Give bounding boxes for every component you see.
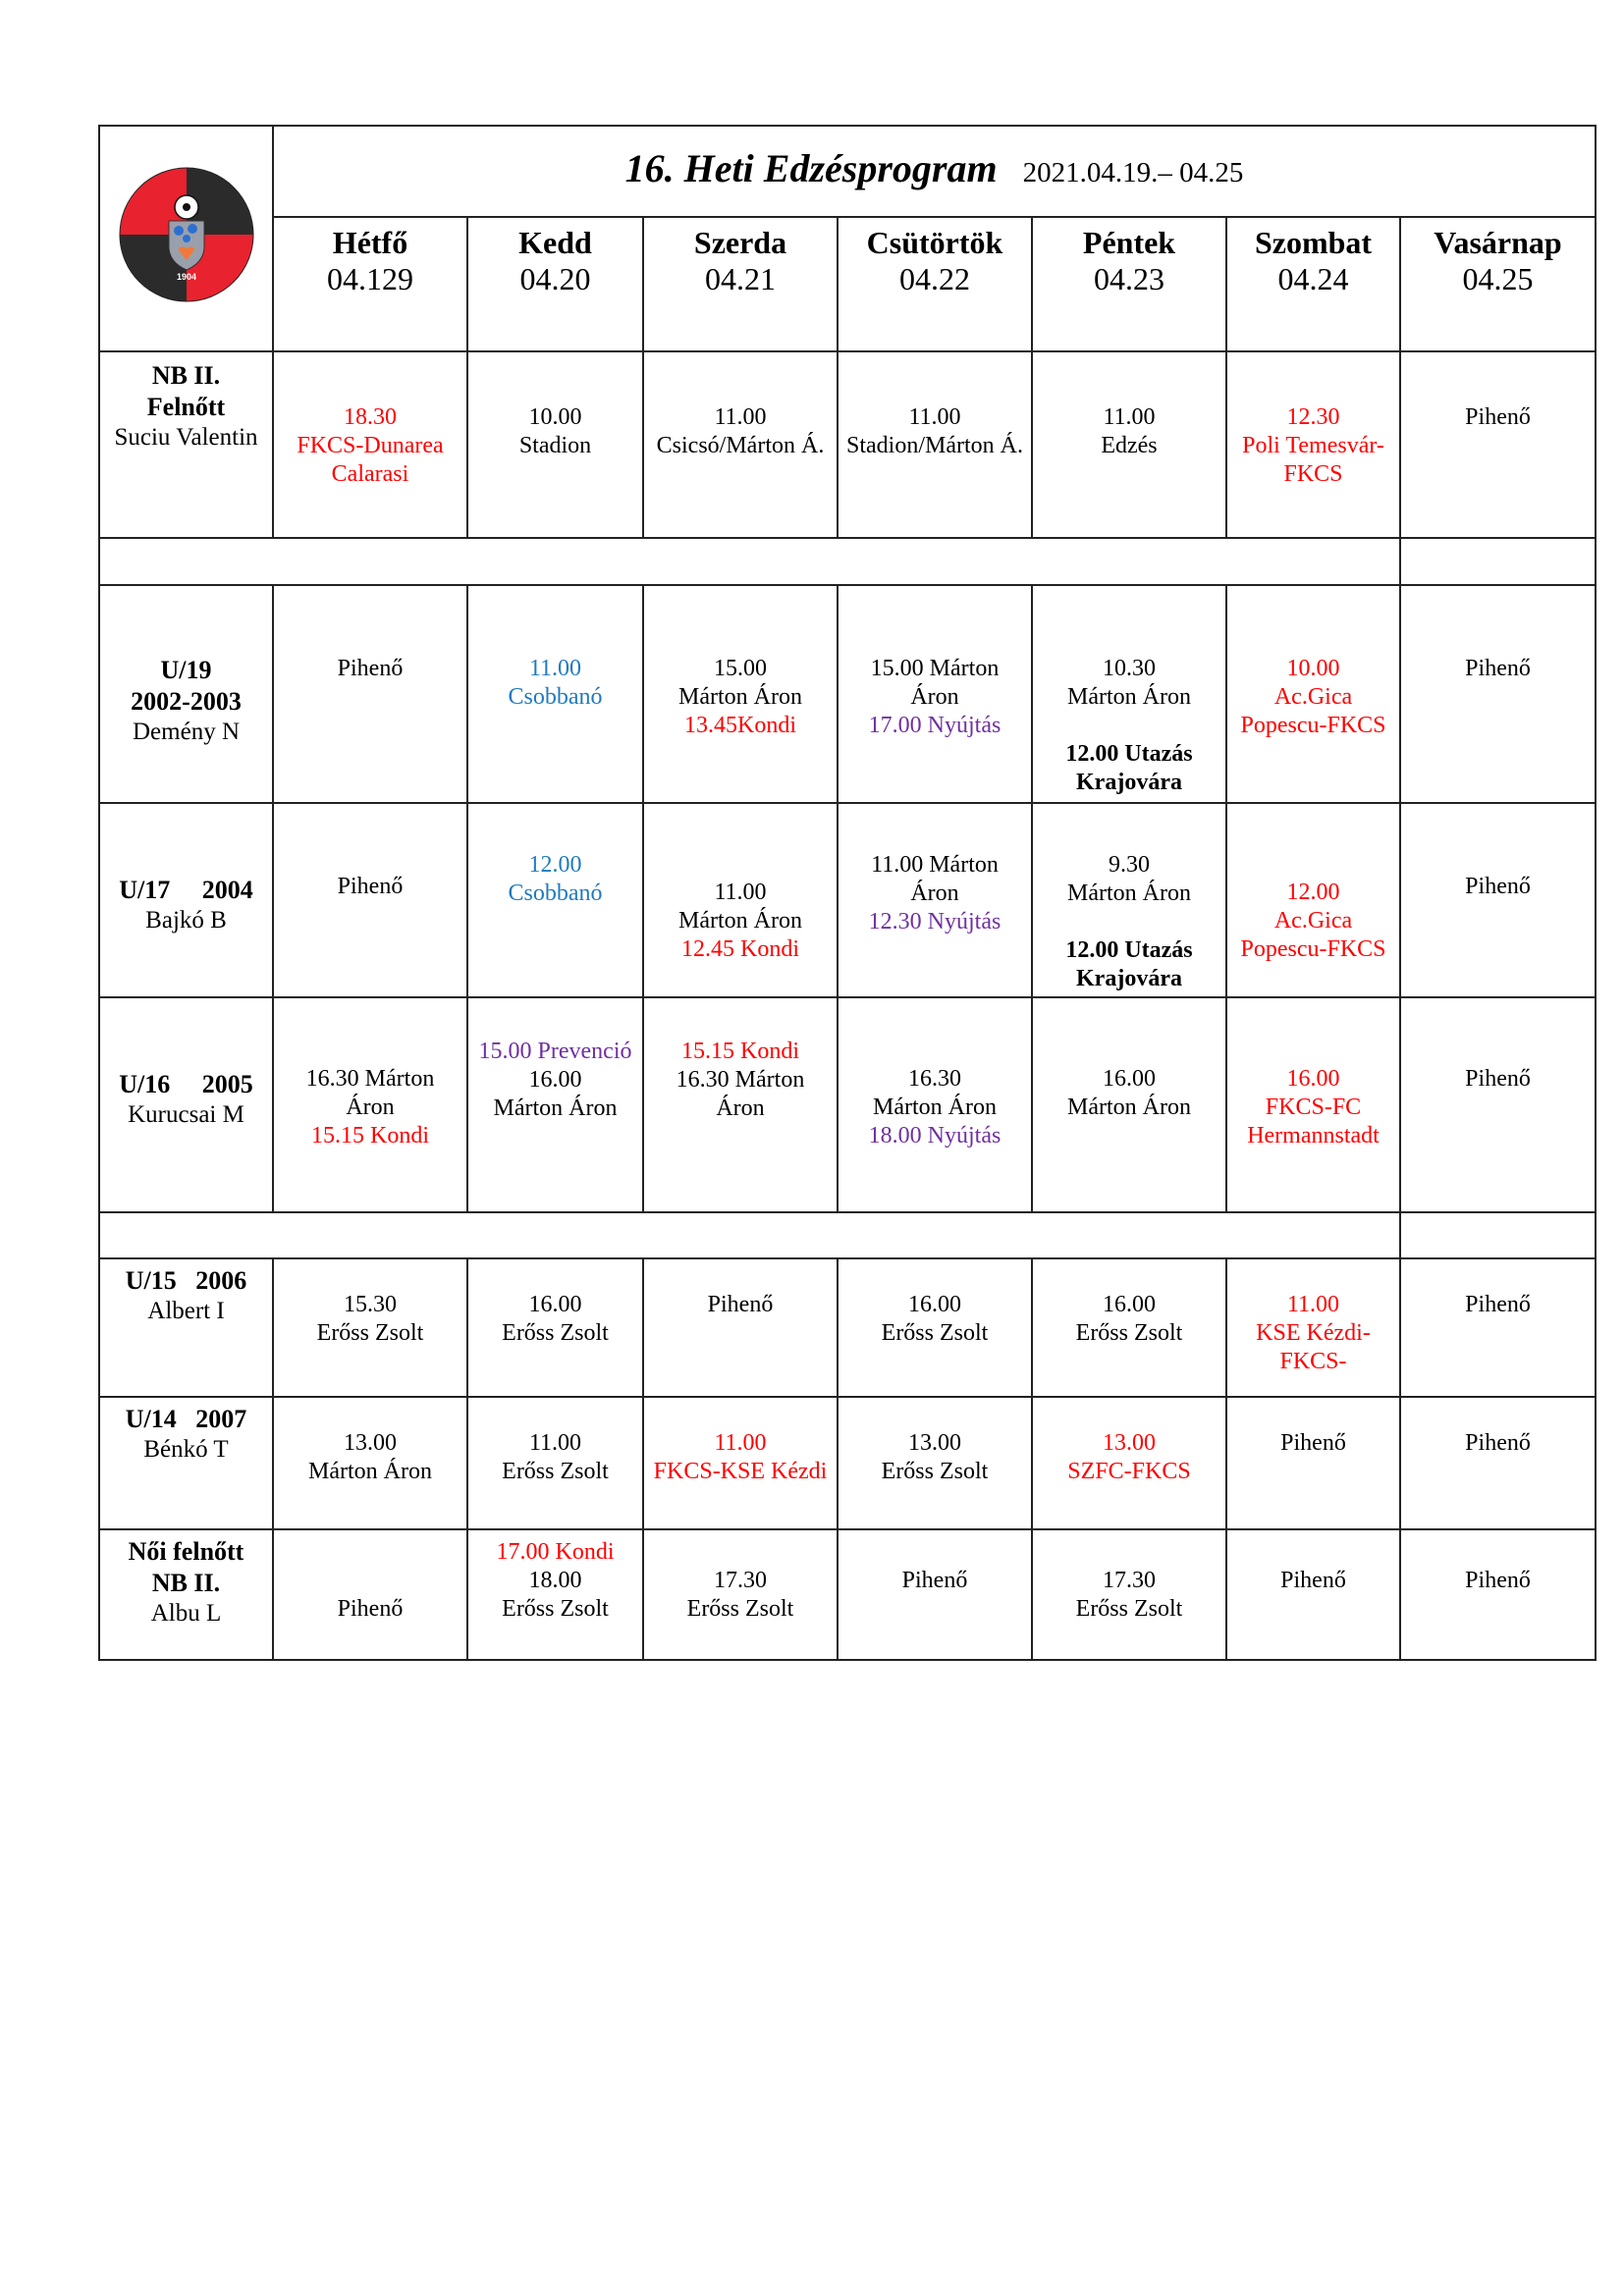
schedule-entry: 11.00 bbox=[528, 1430, 582, 1456]
coach-name: Kurucsai M bbox=[128, 1101, 244, 1128]
schedule-cell bbox=[643, 351, 838, 538]
schedule-cell bbox=[1032, 351, 1226, 538]
schedule-entry: Erőss Zsolt bbox=[1075, 1596, 1183, 1622]
schedule-entry: Csobbanó bbox=[508, 881, 603, 906]
schedule-entry: Popescu-FKCS bbox=[1240, 713, 1386, 738]
schedule-entry: 12.45 Kondi bbox=[681, 936, 799, 962]
spacer bbox=[274, 1538, 466, 1567]
team-name: NB II. bbox=[151, 1569, 221, 1597]
schedule-cell bbox=[1032, 1529, 1226, 1660]
schedule-cell bbox=[838, 1529, 1032, 1660]
training-schedule-table bbox=[98, 125, 1597, 1661]
title-cell bbox=[273, 126, 1596, 217]
spacer bbox=[1033, 1538, 1225, 1567]
team-name: Női felnőtt bbox=[128, 1537, 244, 1566]
schedule-row bbox=[99, 997, 1596, 1212]
schedule-entry: Pihenő bbox=[337, 656, 404, 681]
schedule-entry: Pihenő bbox=[1465, 1292, 1531, 1317]
schedule-entry: 16.00 bbox=[528, 1067, 582, 1093]
team-cell bbox=[99, 1258, 273, 1397]
schedule-cell bbox=[643, 1258, 838, 1397]
schedule-entry: 11.00 bbox=[908, 404, 961, 430]
schedule-entry: Stadion bbox=[518, 433, 592, 458]
schedule-entry: Pihenő bbox=[1465, 656, 1531, 681]
team-name: U/14 2007 bbox=[125, 1405, 247, 1433]
schedule-entry: Pihenő bbox=[1465, 404, 1531, 430]
schedule-cell bbox=[1226, 351, 1400, 538]
day-header bbox=[643, 217, 838, 351]
schedule-cell bbox=[273, 1397, 467, 1529]
spacer bbox=[1033, 908, 1225, 936]
coach-name: Demény N bbox=[133, 719, 240, 745]
schedule-entry: Áron bbox=[346, 1095, 395, 1120]
schedule-cell bbox=[838, 351, 1032, 538]
schedule-entry: Erőss Zsolt bbox=[881, 1320, 989, 1346]
schedule-entry: 16.30 Márton bbox=[305, 1066, 435, 1092]
schedule-cell bbox=[643, 997, 838, 1212]
schedule-entry: 10.00 bbox=[1286, 656, 1340, 681]
schedule-entry: 10.30 bbox=[1103, 656, 1156, 681]
team-cell bbox=[99, 585, 273, 803]
day-name: Vasárnap bbox=[1434, 225, 1562, 260]
schedule-cell bbox=[838, 803, 1032, 997]
schedule-entry: 13.00 bbox=[1103, 1430, 1156, 1456]
schedule-entry: SZFC-FKCS bbox=[1067, 1459, 1191, 1484]
schedule-entry: Áron bbox=[716, 1095, 765, 1121]
schedule-row bbox=[99, 585, 1596, 803]
separator-row bbox=[99, 538, 1596, 585]
schedule-cell bbox=[1400, 997, 1596, 1212]
schedule-entry: FKCS bbox=[1283, 461, 1343, 487]
schedule-cell bbox=[273, 585, 467, 803]
schedule-entry: Popescu-FKCS bbox=[1240, 936, 1386, 962]
logo-cell bbox=[99, 126, 273, 351]
schedule-entry: 12.30 Nyújtás bbox=[868, 909, 1001, 934]
day-header bbox=[1400, 217, 1596, 351]
schedule-entry: Pihenő bbox=[1465, 1066, 1531, 1092]
schedule-entry: 11.00 bbox=[528, 656, 582, 681]
schedule-entry: Stadion/Márton Á. bbox=[846, 433, 1023, 458]
schedule-cell bbox=[467, 1529, 643, 1660]
schedule-entry: Márton Áron bbox=[1067, 881, 1191, 906]
schedule-cell bbox=[467, 1397, 643, 1529]
schedule-cell bbox=[467, 351, 643, 538]
date-range: 2021.04.19.– 04.25 bbox=[1022, 156, 1244, 188]
schedule-cell bbox=[467, 803, 643, 997]
schedule-cell bbox=[838, 1258, 1032, 1397]
schedule-cell bbox=[1226, 1397, 1400, 1529]
schedule-entry: 15.15 Kondi bbox=[681, 1039, 799, 1064]
schedule-entry: Poli Temesvár- bbox=[1242, 433, 1384, 458]
schedule-cell bbox=[273, 997, 467, 1212]
team-cell bbox=[99, 1529, 273, 1660]
schedule-entry: Erőss Zsolt bbox=[686, 1596, 794, 1622]
schedule-entry: Erőss Zsolt bbox=[502, 1320, 609, 1346]
schedule-cell bbox=[1032, 1397, 1226, 1529]
schedule-entry: 11.00 bbox=[1103, 404, 1156, 430]
schedule-entry: Áron bbox=[910, 684, 959, 710]
schedule-entry: KSE Kézdi- bbox=[1256, 1320, 1371, 1346]
schedule-cell bbox=[1400, 351, 1596, 538]
day-header bbox=[1032, 217, 1226, 351]
separator-cell bbox=[1400, 538, 1596, 585]
spacer bbox=[1401, 1538, 1595, 1567]
schedule-cell bbox=[273, 1529, 467, 1660]
spacer bbox=[644, 1538, 837, 1567]
day-header bbox=[1226, 217, 1400, 351]
schedule-entry: 12.00 Utazás bbox=[1065, 741, 1193, 767]
schedule-entry: 17.00 Nyújtás bbox=[868, 713, 1001, 738]
schedule-cell bbox=[1226, 1258, 1400, 1397]
coach-name: Albert I bbox=[147, 1298, 225, 1324]
day-date: 04.129 bbox=[327, 261, 413, 296]
day-name: Hétfő bbox=[332, 225, 408, 260]
team-name: U/17 2004 bbox=[119, 876, 253, 904]
day-date: 04.20 bbox=[519, 261, 591, 296]
coach-name: Suciu Valentin bbox=[114, 424, 258, 451]
coach-name: Bénkó T bbox=[143, 1436, 229, 1463]
team-name: U/16 2005 bbox=[119, 1070, 253, 1098]
day-name: Kedd bbox=[518, 225, 592, 260]
schedule-cell bbox=[1226, 803, 1400, 997]
schedule-entry: 11.00 bbox=[714, 880, 767, 905]
day-date: 04.24 bbox=[1277, 261, 1349, 296]
team-cell bbox=[99, 351, 273, 538]
schedule-entry: Erőss Zsolt bbox=[1075, 1320, 1183, 1346]
schedule-cell bbox=[1032, 1258, 1226, 1397]
schedule-entry: Márton Áron bbox=[678, 684, 802, 710]
schedule-entry: Erőss Zsolt bbox=[502, 1459, 609, 1484]
schedule-cell bbox=[1400, 1397, 1596, 1529]
page-title: 16. Heti Edzésprogram bbox=[624, 145, 998, 190]
schedule-cell bbox=[1226, 585, 1400, 803]
schedule-row bbox=[99, 351, 1596, 538]
schedule-entry: 9.30 bbox=[1109, 852, 1150, 878]
schedule-entry: Pihenő bbox=[707, 1292, 774, 1317]
club-logo-icon bbox=[118, 166, 255, 303]
schedule-entry: 13.45Kondi bbox=[684, 713, 796, 738]
schedule-cell bbox=[467, 585, 643, 803]
svg-text:1904: 1904 bbox=[176, 272, 196, 282]
schedule-cell bbox=[1400, 585, 1596, 803]
day-header bbox=[838, 217, 1032, 351]
coach-name: Bajkó B bbox=[145, 907, 227, 934]
schedule-entry: FKCS-FC bbox=[1265, 1095, 1362, 1120]
schedule-cell bbox=[1226, 997, 1400, 1212]
schedule-entry: Pihenő bbox=[1465, 874, 1531, 899]
day-date: 04.25 bbox=[1462, 261, 1534, 296]
schedule-entry: Pihenő bbox=[1280, 1430, 1346, 1456]
schedule-cell bbox=[838, 585, 1032, 803]
schedule-entry: 15.30 bbox=[344, 1292, 397, 1317]
schedule-entry: 15.00 Prevenció bbox=[478, 1039, 632, 1064]
separator-cell bbox=[99, 538, 1400, 585]
schedule-entry: Pihenő bbox=[1465, 1430, 1531, 1456]
schedule-entry: Márton Áron bbox=[1067, 684, 1191, 710]
schedule-cell bbox=[838, 997, 1032, 1212]
schedule-entry: 13.00 bbox=[908, 1430, 961, 1456]
day-name: Csütörtök bbox=[866, 225, 1003, 260]
schedule-entry: Pihenő bbox=[337, 874, 404, 899]
schedule-entry: 12.00 bbox=[1286, 880, 1340, 905]
schedule-cell bbox=[1400, 1258, 1596, 1397]
schedule-cell bbox=[1400, 803, 1596, 997]
day-header bbox=[467, 217, 643, 351]
schedule-entry: Pihenő bbox=[1465, 1568, 1531, 1593]
spacer bbox=[839, 1538, 1031, 1567]
schedule-cell bbox=[273, 803, 467, 997]
schedule-row bbox=[99, 1529, 1596, 1660]
schedule-row bbox=[99, 1258, 1596, 1397]
schedule-entry: 11.00 bbox=[1286, 1292, 1340, 1317]
schedule-entry: 13.00 bbox=[344, 1430, 397, 1456]
schedule-entry: 16.30 Márton bbox=[676, 1067, 805, 1093]
schedule-cell bbox=[643, 585, 838, 803]
schedule-entry: 15.00 bbox=[714, 656, 767, 681]
schedule-entry: Ac.Gica bbox=[1273, 908, 1353, 934]
schedule-entry: Márton Áron bbox=[873, 1095, 997, 1120]
schedule-entry: 16.00 bbox=[1103, 1292, 1156, 1317]
schedule-cell bbox=[273, 351, 467, 538]
schedule-entry: 18.00 Nyújtás bbox=[868, 1123, 1001, 1148]
schedule-entry: 12.00 bbox=[528, 852, 582, 878]
schedule-entry: Erőss Zsolt bbox=[316, 1320, 424, 1346]
schedule-entry: Csobbanó bbox=[508, 684, 603, 710]
schedule-entry: Hermannstadt bbox=[1247, 1123, 1380, 1148]
schedule-cell bbox=[467, 1258, 643, 1397]
schedule-cell bbox=[1226, 1529, 1400, 1660]
team-name: U/15 2006 bbox=[125, 1266, 247, 1295]
spacer bbox=[1227, 1538, 1399, 1567]
schedule-cell bbox=[1032, 997, 1226, 1212]
schedule-entry: Edzés bbox=[1101, 433, 1158, 458]
schedule-entry: 16.00 bbox=[528, 1292, 582, 1317]
schedule-entry: Márton Áron bbox=[1067, 1095, 1191, 1120]
schedule-entry: 10.00 bbox=[528, 404, 582, 430]
schedule-cell bbox=[1032, 585, 1226, 803]
schedule-entry: Erőss Zsolt bbox=[881, 1459, 989, 1484]
schedule-entry: Calarasi bbox=[331, 461, 409, 487]
schedule-entry: Márton Áron bbox=[678, 908, 802, 934]
schedule-entry: Pihenő bbox=[901, 1568, 968, 1593]
day-name: Péntek bbox=[1082, 225, 1176, 260]
schedule-entry: 15.00 Márton bbox=[870, 656, 1000, 681]
schedule-entry: 18.30 bbox=[344, 404, 397, 430]
schedule-entry: Ac.Gica bbox=[1273, 684, 1353, 710]
schedule-cell bbox=[1400, 1529, 1596, 1660]
schedule-cell bbox=[643, 1397, 838, 1529]
schedule-entry: FKCS- bbox=[1279, 1349, 1347, 1374]
schedule-entry: 16.30 bbox=[908, 1066, 961, 1092]
team-name: U/19 bbox=[160, 656, 212, 684]
schedule-entry: 12.00 Utazás bbox=[1065, 937, 1193, 963]
schedule-entry: 17.00 Kondi bbox=[496, 1539, 615, 1565]
schedule-entry: Krajovára bbox=[1076, 966, 1182, 991]
separator-row bbox=[99, 1212, 1596, 1258]
team-name: NB II. bbox=[151, 361, 221, 390]
schedule-entry: 11.00 bbox=[714, 404, 767, 430]
schedule-cell bbox=[467, 997, 643, 1212]
schedule-entry: FKCS-Dunarea bbox=[297, 433, 444, 458]
team-name: Felnőtt bbox=[146, 393, 226, 421]
day-name: Szombat bbox=[1254, 225, 1373, 260]
day-date: 04.23 bbox=[1094, 261, 1164, 296]
schedule-entry: 17.30 bbox=[1103, 1568, 1156, 1593]
schedule-entry: FKCS-KSE Kézdi bbox=[653, 1459, 828, 1484]
day-name: Szerda bbox=[693, 225, 787, 260]
schedule-row bbox=[99, 803, 1596, 997]
schedule-entry: Krajovára bbox=[1076, 770, 1182, 795]
coach-name: Albu L bbox=[150, 1600, 222, 1627]
schedule-entry: 11.00 Márton bbox=[871, 852, 999, 878]
separator-cell bbox=[1400, 1212, 1596, 1258]
schedule-entry: Pihenő bbox=[337, 1596, 404, 1622]
spacer bbox=[1033, 712, 1225, 740]
team-cell bbox=[99, 997, 273, 1212]
day-header bbox=[273, 217, 467, 351]
schedule-entry: 15.15 Kondi bbox=[311, 1123, 429, 1148]
team-cell bbox=[99, 803, 273, 997]
schedule-entry: Áron bbox=[910, 881, 959, 906]
schedule-cell bbox=[643, 803, 838, 997]
spacer bbox=[274, 1567, 466, 1595]
schedule-cell bbox=[838, 1397, 1032, 1529]
schedule-entry: 12.30 bbox=[1286, 404, 1340, 430]
team-cell bbox=[99, 1397, 273, 1529]
schedule-row bbox=[99, 1397, 1596, 1529]
schedule-entry: Pihenő bbox=[1280, 1568, 1346, 1593]
schedule-entry: 11.00 bbox=[714, 1430, 767, 1456]
separator-cell bbox=[99, 1212, 1400, 1258]
schedule-entry: Márton Áron bbox=[308, 1459, 432, 1484]
schedule-cell bbox=[643, 1529, 838, 1660]
schedule-entry: 16.00 bbox=[1103, 1066, 1156, 1092]
schedule-entry: Erőss Zsolt bbox=[502, 1596, 609, 1622]
day-date: 04.21 bbox=[705, 261, 776, 296]
schedule-entry: 16.00 bbox=[1286, 1066, 1340, 1092]
schedule-cell bbox=[1032, 803, 1226, 997]
day-date: 04.22 bbox=[899, 261, 970, 296]
schedule-entry: 16.00 bbox=[908, 1292, 961, 1317]
team-name: 2002-2003 bbox=[131, 687, 242, 716]
schedule-cell bbox=[273, 1258, 467, 1397]
schedule-entry: 17.30 bbox=[714, 1568, 767, 1593]
schedule-entry: 18.00 bbox=[528, 1568, 582, 1593]
schedule-entry: Csicsó/Márton Á. bbox=[656, 433, 825, 458]
schedule-entry: Márton Áron bbox=[493, 1095, 618, 1121]
